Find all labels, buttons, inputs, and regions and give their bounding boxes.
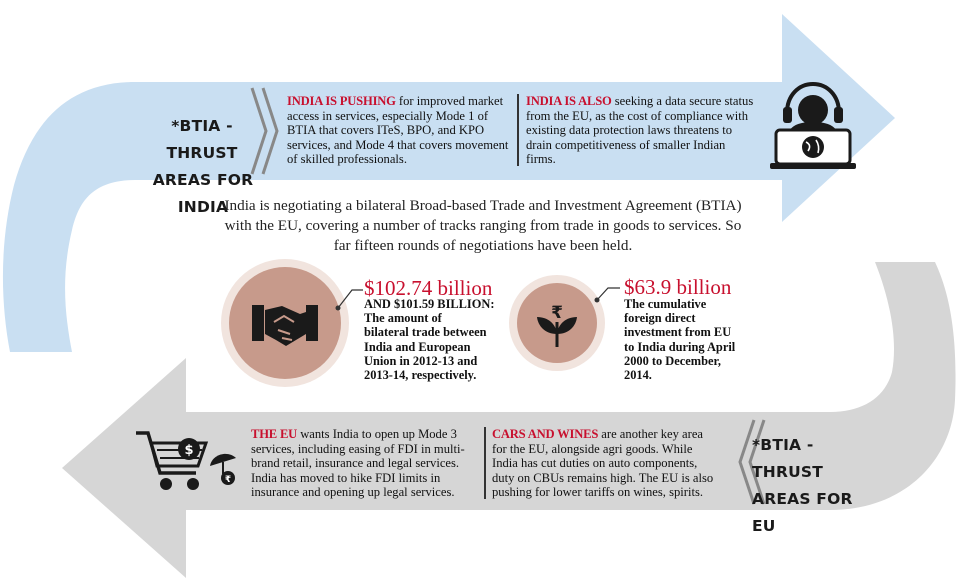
thrust-title-line1: *BTIA -THRUST xyxy=(752,436,824,481)
thrust-title-line2: AREAS FOR INDIA xyxy=(152,171,254,216)
fdi-description: The cumulative foreign direct investment from EU to India during April 2000 to December, 2014. xyxy=(624,297,736,383)
cars-wines-paragraph xyxy=(492,427,720,500)
india-pushing-text: for improved market access in services, especially Mode 1 of BTIA that covers ITeS, BPO, and KPO services, and Mode 4 that covers movement of skilled professionals. xyxy=(287,94,509,167)
india-also-paragraph xyxy=(526,94,754,167)
cars-wines-text: are another key area for the EU, alongside agri goods. While India has cut duties on auto components, duty on CBUs remains high. The EU is also pushing for lower tariffs on wines, spirits. xyxy=(492,427,714,500)
eu-wants-paragraph xyxy=(251,427,479,500)
eu-wants-highlight: THE EU xyxy=(251,427,298,441)
pointer-line xyxy=(597,288,620,300)
eu-wants-text: wants India to open up Mode 3 services, including easing of FDI in multi-brand retail, insurance and legal services. India has moved to hike FDI limits in insurance and opening up legal services. xyxy=(251,427,465,500)
trade-description xyxy=(364,297,495,383)
thrust-title-eu xyxy=(752,432,872,540)
cars-wines-highlight: CARS AND WINES xyxy=(492,427,599,441)
trade-desc: The amount of bilateral trade between India and European Union in 2012-13 and 2013-14, respectively. xyxy=(364,311,487,383)
trade-amount: $102.74 billion xyxy=(364,276,493,300)
india-also-text: seeking a data secure status from the EU, as the cost of compliance with existing data protection laws threatens to drain competitiveness of smaller Indian firms. xyxy=(526,94,754,167)
svg-text:₹: ₹ xyxy=(224,475,232,485)
handshake-icon xyxy=(221,259,349,387)
divider-line xyxy=(517,94,519,166)
thrust-title-line2: AREAS FOR EU xyxy=(752,490,853,535)
svg-text:₹: ₹ xyxy=(551,303,563,323)
svg-text:$: $ xyxy=(184,443,194,458)
india-pushing-highlight: INDIA IS PUSHING xyxy=(287,94,396,108)
fdi-amount: $63.9 billion xyxy=(624,275,732,299)
india-pushing-paragraph xyxy=(287,94,512,167)
thrust-title-line1: *BTIA -THRUST xyxy=(166,117,238,162)
divider-line xyxy=(484,427,486,499)
trade-line2: AND $101.59 BILLION: xyxy=(364,297,495,311)
intro-paragraph: India is negotiating a bilateral Broad-based Trade and Investment Agreement (BTIA) with the EU, covering a number of tracks ranging from trade in goods to services. So far fifteen rounds of negotiations have been held. xyxy=(224,197,742,254)
rupee-sapling-icon xyxy=(509,275,605,371)
india-also-highlight: INDIA IS ALSO xyxy=(526,94,612,108)
